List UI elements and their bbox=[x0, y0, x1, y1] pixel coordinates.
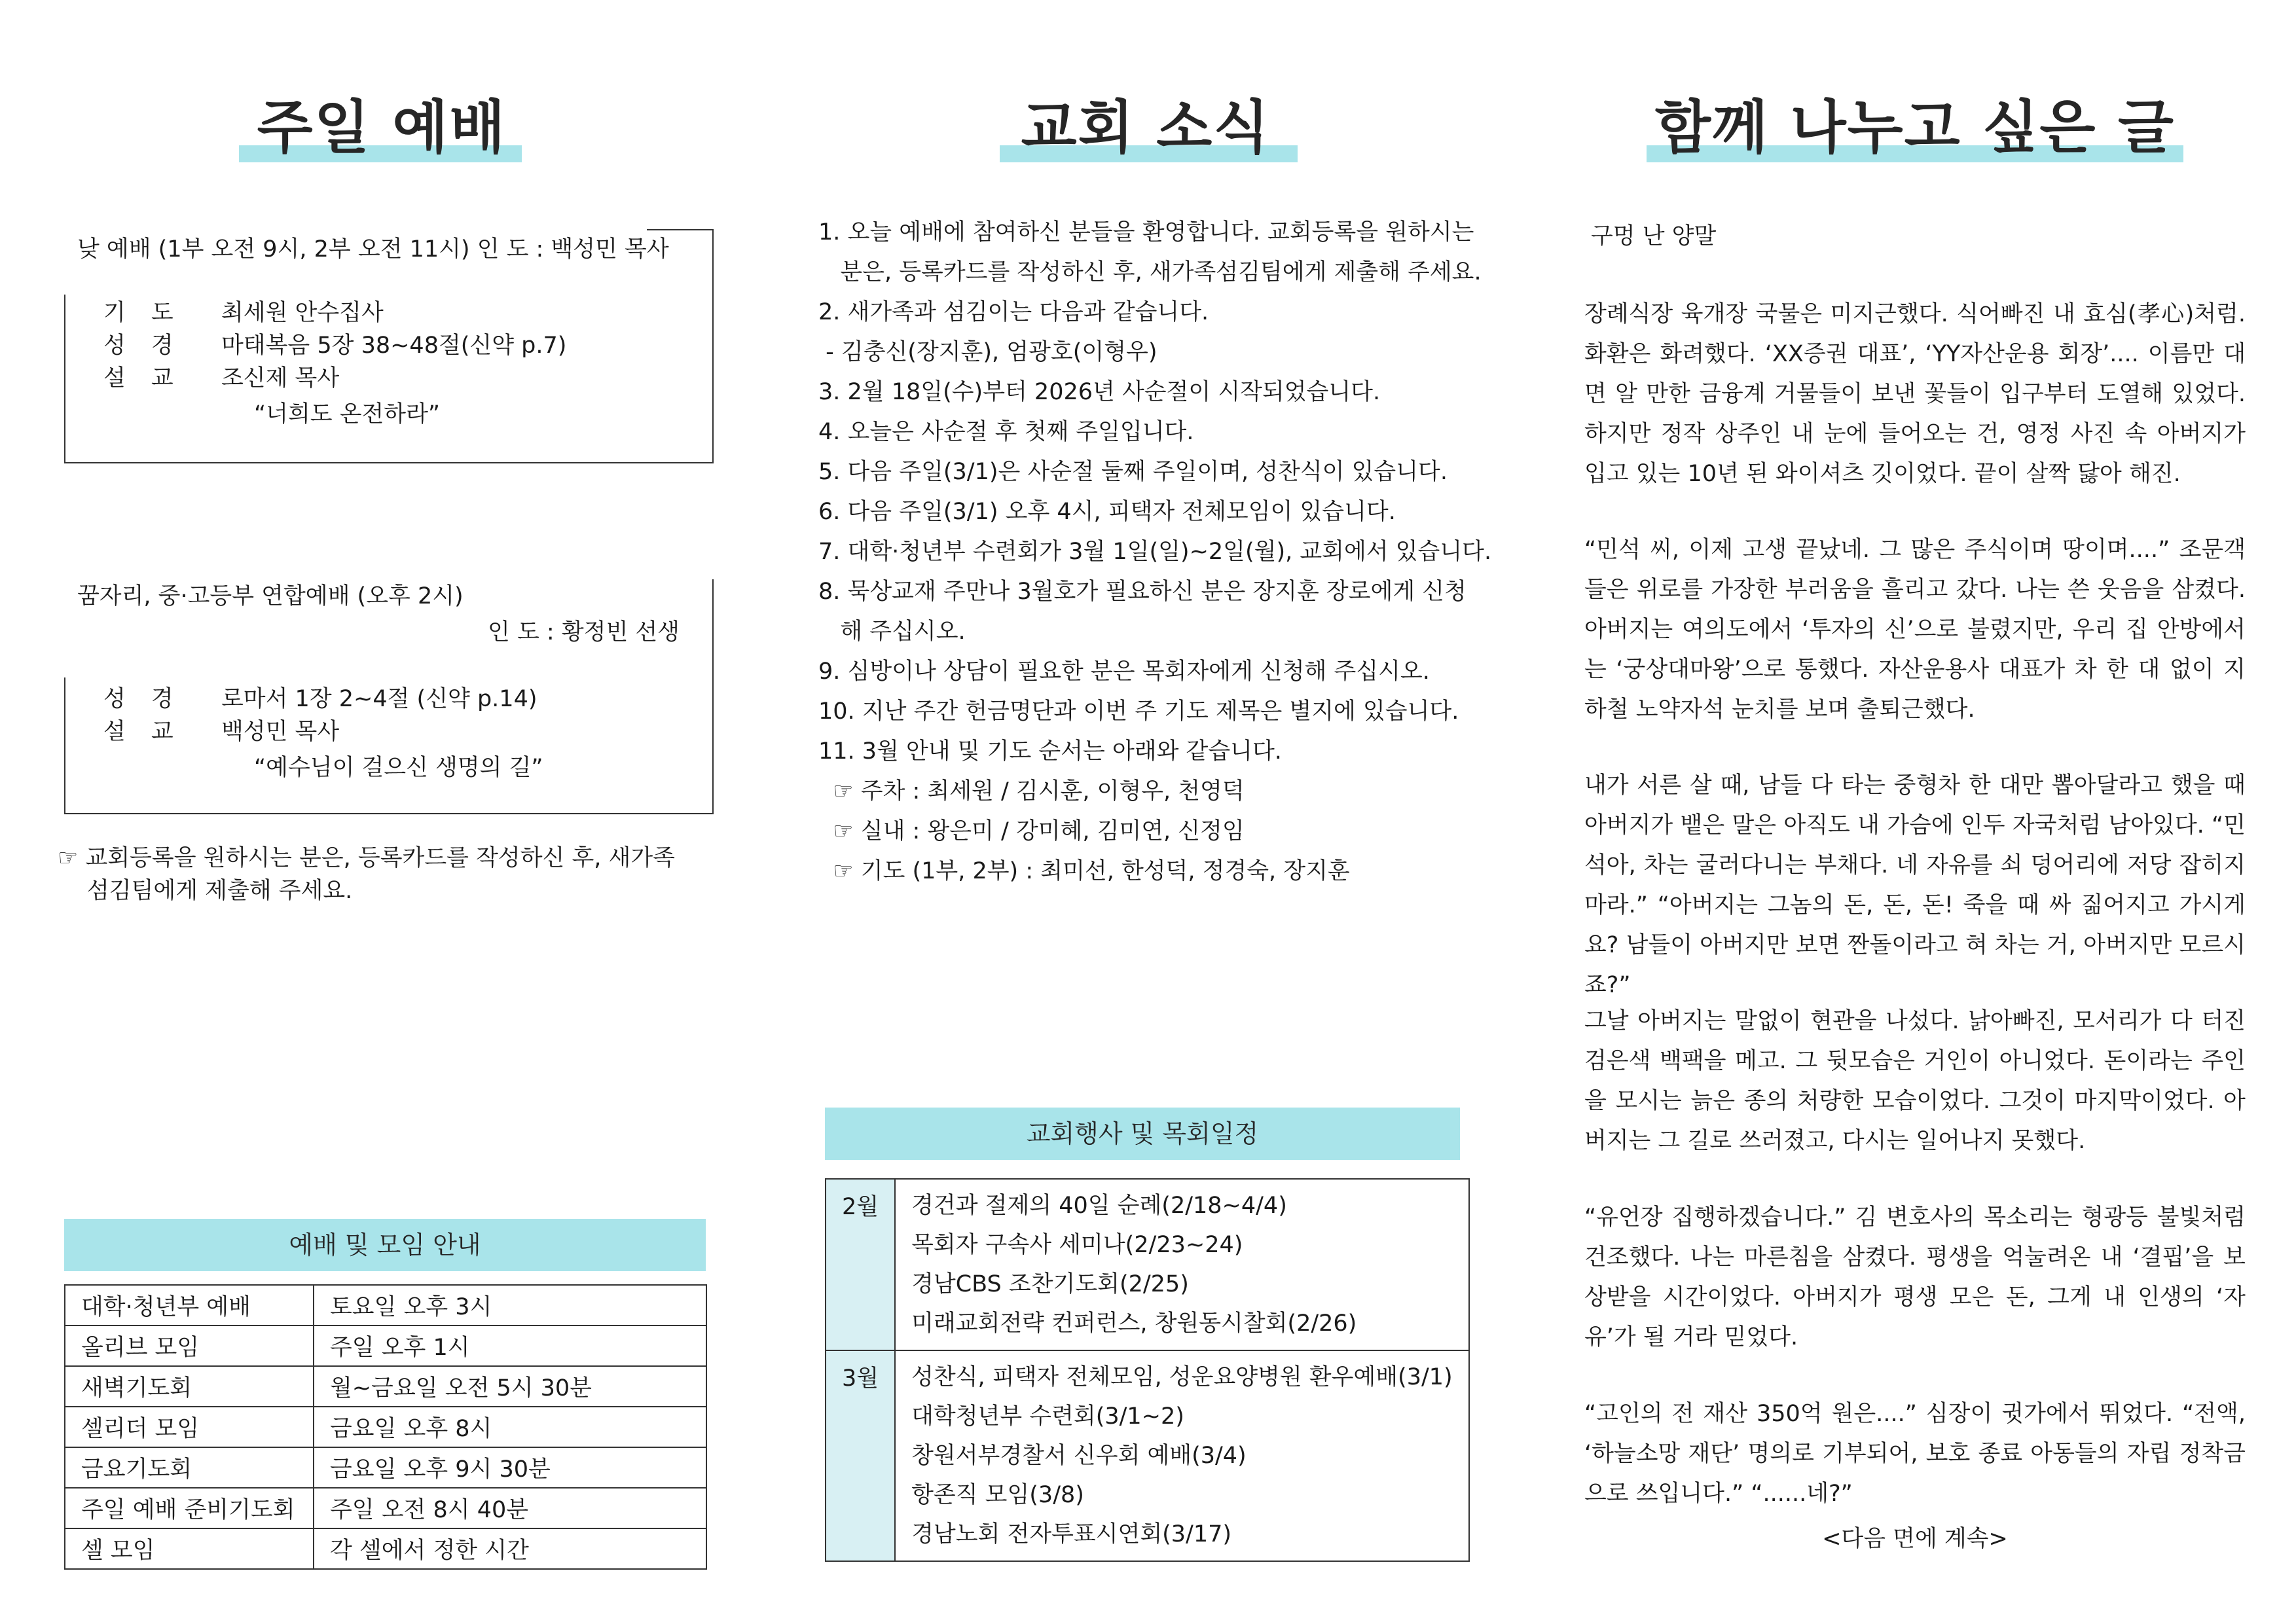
news-column bbox=[818, 0, 1492, 1624]
gatherings-title: 예배 및 모임 안내 bbox=[64, 1219, 706, 1271]
event-items bbox=[895, 1350, 1469, 1561]
event-item: 경남노회 전자투표시연회(3/17) bbox=[911, 1521, 1232, 1547]
news-line: 4. 오늘은 사순절 후 첫째 주일입니다. bbox=[818, 419, 1194, 445]
prayer-row bbox=[58, 295, 384, 327]
gathering-name: 대학·청년부 예배 bbox=[65, 1285, 314, 1326]
news-line: 11. 3월 안내 및 기도 순서는 아래와 같습니다. bbox=[818, 738, 1282, 765]
news-heading bbox=[818, 85, 1473, 170]
news-line: - 김충신(장지훈), 엄광호(이형우) bbox=[818, 339, 1157, 365]
news-line: 분은, 등록카드를 작성하신 후, 새가족섬김팀에게 제출해 주세요. bbox=[818, 259, 1482, 285]
gathering-time: 주일 오후 1시 bbox=[314, 1326, 706, 1366]
news-line: 7. 대학·청년부 수련회가 3월 1일(일)~2일(월), 교회에서 있습니다. bbox=[818, 539, 1492, 565]
essay-paragraph: 내가 서른 살 때, 남들 다 타는 중형차 한 대만 뽑아달라고 했을 때 아버지가 뱉은 말은 아직도 내 가슴에 인두 자국처럼 남아있다. “민석아, 차는 굴러다니는 부채다. 네 자유를 쇠 덩어리에 저당 잡히지 마라.” “아버지는 그놈의 돈, 돈, 돈! 죽을 때 싸 짊어지고 가시게요? 남들이 아버지만 보면 짠돌이라고 혀 차는 거, 아버지만 모르시죠?” bbox=[1584, 772, 2246, 998]
news-list bbox=[818, 213, 1492, 892]
gatherings-table bbox=[64, 1284, 707, 1570]
gathering-row bbox=[65, 1447, 706, 1488]
continued-note: <다음 면에 계속> bbox=[1822, 1526, 2008, 1552]
event-item: 경건과 절제의 40일 순례(2/18~4/4) bbox=[911, 1193, 1287, 1219]
worship-column bbox=[58, 0, 706, 1624]
event-item: 경남CBS 조찬기도회(2/25) bbox=[911, 1271, 1189, 1297]
essay-paragraph: 그날 아버지는 말없이 현관을 나섰다. 낡아빠진, 모서리가 다 터진 검은색 백팩을 메고. 그 뒷모습은 거인이 아니었다. 돈이라는 주인을 모시는 늙은 종의 처량한 모습이었다. 그것이 마지막이었다. 아버지는 그 길로 쓰러졌고, 다시는 일어나지 못했다. bbox=[1584, 1008, 2246, 1154]
row-value: 백성민 목사 bbox=[221, 719, 340, 745]
news-line: 8. 묵상교재 주만나 3월호가 필요하신 분은 장지훈 장로에게 신청 bbox=[818, 579, 1467, 605]
sermon-title: “예수님이 걸으신 생명의 길” bbox=[254, 755, 543, 781]
worship-heading bbox=[58, 85, 706, 170]
essay-title: 구멍 난 양말 bbox=[1591, 223, 1717, 249]
event-item: 창원서부경찰서 신우회 예배(3/4) bbox=[911, 1443, 1247, 1469]
events-table bbox=[825, 1178, 1470, 1562]
row-value: 조신제 목사 bbox=[221, 365, 340, 391]
news-line: 3. 2월 18일(수)부터 2026년 사순절이 시작되었습니다. bbox=[818, 379, 1381, 405]
gathering-time: 월~금요일 오전 5시 30분 bbox=[314, 1366, 706, 1407]
news-heading-text: 교회 소식 bbox=[1021, 94, 1271, 161]
gathering-name: 셀 모임 bbox=[65, 1528, 314, 1569]
row-value: 로마서 1장 2~4절 (신약 p.14) bbox=[221, 686, 538, 712]
gathering-row bbox=[65, 1488, 706, 1528]
row-label: 설 교 bbox=[103, 365, 183, 391]
gathering-row bbox=[65, 1407, 706, 1447]
essay-heading bbox=[1584, 85, 2246, 170]
row-label: 성 경 bbox=[103, 333, 183, 359]
event-item: 항존직 모임(3/8) bbox=[911, 1482, 1084, 1508]
sermon-row bbox=[58, 360, 339, 393]
news-line: ☞ 실내 : 왕은미 / 강미혜, 김미연, 신정임 bbox=[818, 818, 1245, 844]
scripture-row bbox=[58, 327, 566, 360]
registration-note-line1: ☞ 교회등록을 원하시는 분은, 등록카드를 작성하신 후, 새가족 bbox=[58, 845, 675, 871]
row-label: 성 경 bbox=[103, 686, 183, 712]
worship-heading-text: 주일 예배 bbox=[257, 94, 507, 161]
essay-paragraph: “유언장 집행하겠습니다.” 김 변호사의 목소리는 형광등 불빛처럼 건조했다. 나는 마른침을 삼켰다. 평생을 억눌려온 내 ‘결핍’을 보상받을 시간이었다. 아버지가 평생 모은 돈, 그게 내 인생의 ‘자유’가 될 거라 믿었다. bbox=[1584, 1204, 2246, 1350]
registration-note-line2: 섬김팀에게 제출해 주세요. bbox=[87, 878, 353, 904]
gathering-row bbox=[65, 1528, 706, 1569]
gathering-row bbox=[65, 1326, 706, 1366]
event-item: 목회자 구속사 세미나(2/23~24) bbox=[911, 1232, 1243, 1258]
sermon-row bbox=[58, 713, 339, 746]
news-line: 9. 심방이나 상담이 필요한 분은 목회자에게 신청해 주십시오. bbox=[818, 659, 1430, 685]
news-line: 6. 다음 주일(3/1) 오후 4시, 피택자 전체모임이 있습니다. bbox=[818, 499, 1396, 525]
news-line: 10. 지난 주간 헌금명단과 이번 주 기도 제목은 별지에 있습니다. bbox=[818, 698, 1459, 725]
event-month-row bbox=[826, 1179, 1469, 1350]
gathering-time: 금요일 오후 9시 30분 bbox=[314, 1447, 706, 1488]
gathering-row bbox=[65, 1285, 706, 1326]
news-line: 1. 오늘 예배에 참여하신 분들을 환영합니다. 교회등록을 원하시는 bbox=[818, 219, 1474, 245]
gathering-time: 토요일 오후 3시 bbox=[314, 1285, 706, 1326]
event-month: 3월 bbox=[826, 1350, 895, 1561]
sermon-title: “너희도 온전하라” bbox=[254, 401, 441, 427]
gathering-time: 금요일 오후 8시 bbox=[314, 1407, 706, 1447]
event-item: 미래교회전략 컨퍼런스, 창원동시찰회(2/26) bbox=[911, 1310, 1357, 1337]
event-item: 대학청년부 수련회(3/1~2) bbox=[911, 1403, 1184, 1430]
youth-service-leader: 인 도 : 황정빈 선생 bbox=[488, 619, 680, 645]
event-item: 성찬식, 피택자 전체모임, 성운요양병원 환우예배(3/1) bbox=[911, 1364, 1453, 1390]
event-items bbox=[895, 1179, 1469, 1350]
gathering-name: 주일 예배 준비기도회 bbox=[65, 1488, 314, 1528]
day-service-title: 낮 예배 (1부 오전 9시, 2부 오전 11시) 인 도 : 백성민 목사 bbox=[77, 236, 669, 262]
event-month-row bbox=[826, 1350, 1469, 1561]
scripture-row bbox=[58, 681, 538, 713]
essay-paragraph: “민석 씨, 이제 고생 끝났네. 그 많은 주식이며 땅이며....” 조문객들은 위로를 가장한 부러움을 흘리고 갔다. 나는 쓴 웃음을 삼켰다. 아버지는 여의도에서 ‘투자의 신’으로 불렸지만, 우리 집 안방에서는 ‘궁상대마왕’으로 통했다. 자산운용사 대표가 차 한 대 없이 지하철 노약자석 눈치를 보며 출퇴근했다. bbox=[1584, 537, 2246, 723]
gathering-name: 금요기도회 bbox=[65, 1447, 314, 1488]
news-line: 2. 새가족과 섬김이는 다음과 같습니다. bbox=[818, 299, 1209, 325]
gathering-row bbox=[65, 1366, 706, 1407]
box-line bbox=[712, 229, 714, 463]
row-value: 최세원 안수집사 bbox=[221, 300, 384, 326]
gathering-name: 새벽기도회 bbox=[65, 1366, 314, 1407]
news-line: 해 주십시오. bbox=[818, 619, 966, 645]
news-line: 5. 다음 주일(3/1)은 사순절 둘째 주일이며, 성찬식이 있습니다. bbox=[818, 459, 1448, 485]
essay-column bbox=[1584, 0, 2246, 1624]
essay-paragraph: “고인의 전 재산 350억 원은....” 심장이 귓가에서 뛰었다. “전액, ‘하늘소망 재단’ 명의로 기부되어, 보호 종료 아동들의 자립 정착금으로 쓰입니다.” “......네?” bbox=[1584, 1401, 2246, 1507]
row-label: 설 교 bbox=[103, 719, 183, 745]
youth-service-title: 꿈자리, 중·고등부 연합예배 (오후 2시) bbox=[77, 583, 464, 609]
events-title: 교회행사 및 목회일정 bbox=[825, 1108, 1460, 1160]
gathering-time: 주일 오전 8시 40분 bbox=[314, 1488, 706, 1528]
row-label: 기 도 bbox=[103, 300, 183, 326]
box-line bbox=[712, 579, 714, 814]
gathering-name: 올리브 모임 bbox=[65, 1326, 314, 1366]
event-month: 2월 bbox=[826, 1179, 895, 1350]
gathering-name: 셀리더 모임 bbox=[65, 1407, 314, 1447]
essay-heading-text: 함께 나누고 싶은 글 bbox=[1655, 94, 2175, 161]
news-line: ☞ 기도 (1부, 2부) : 최미선, 한성덕, 정경숙, 장지훈 bbox=[818, 858, 1350, 884]
news-line: ☞ 주차 : 최세원 / 김시훈, 이형우, 천영덕 bbox=[818, 778, 1245, 804]
box-line bbox=[64, 813, 714, 814]
gathering-time: 각 셀에서 정한 시간 bbox=[314, 1528, 706, 1569]
row-value: 마태복음 5장 38~48절(신약 p.7) bbox=[221, 333, 567, 359]
box-line bbox=[64, 462, 714, 463]
essay-paragraph: 장례식장 육개장 국물은 미지근했다. 식어빠진 내 효심(孝心)처럼. 화환은 화려했다. ‘XX증권 대표’, ‘YY자산운용 회장’.... 이름만 대면 알 만한 금융계 거물들이 보낸 꽃들이 입구부터 도열해 있었다. 하지만 정작 상주인 내 눈에 들어오는 건, 영정 사진 속 아버지가 입고 있는 10년 된 와이셔츠 깃이었다. 끝이 살짝 닳아 해진. bbox=[1584, 301, 2246, 487]
